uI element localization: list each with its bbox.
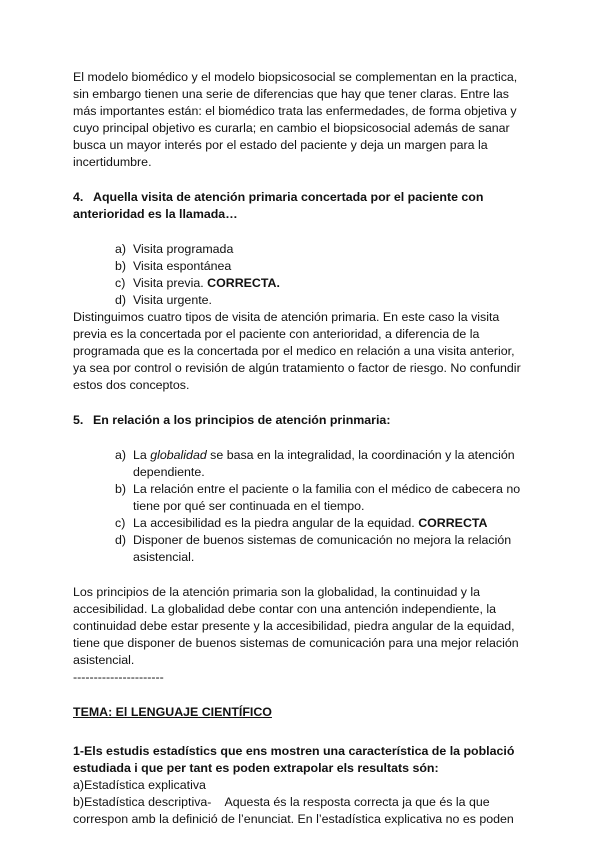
spacer — [73, 686, 528, 704]
option-text-pre: La — [133, 448, 151, 462]
option-letter: a) — [115, 242, 127, 256]
option-text: se basa en la integralidad, la coordinación y la atención dependiente. — [133, 448, 515, 479]
option-5c — [115, 515, 528, 532]
spacer — [73, 429, 528, 447]
question-5-number: 5. — [73, 413, 84, 427]
question-4 — [73, 189, 528, 223]
option-letter: b) — [115, 259, 127, 273]
question-4-explanation: Distinguimos cuatro tipos de visita de atención primaria. En este caso la visita previa es la concertada por el paciente con anterioridad, a diferencia de la programada que es la concertada por el medico en relación a una visita anterior, ya sea por control o revisión de algún tratamiento o factor de riesgo. No confundir estos dos conceptos. — [73, 310, 521, 392]
option-text: Disponer de buenos sistemas de comunicación no mejora la relación asistencial. — [133, 533, 512, 564]
question-1-option-a: a)Estadística explicativa — [73, 778, 206, 792]
option-4d — [115, 292, 528, 309]
option-text: La accesibilidad es la piedra angular de la equidad. — [133, 516, 415, 530]
option-letter: d) — [115, 293, 127, 307]
option-text: La relación entre el paciente o la familia con el médico de cabecera no tiene por qué ser continuada en el tiempo. — [133, 482, 521, 513]
option-letter: d) — [115, 533, 127, 547]
option-4c — [115, 275, 528, 292]
correct-mark: CORRECTA. — [207, 276, 280, 290]
spacer — [73, 223, 528, 241]
spacer — [73, 394, 528, 412]
option-letter: b) — [115, 482, 127, 496]
question-5-text: En relación a los principios de atención prinmaria: — [93, 413, 391, 427]
question-4-text: Aquella visita de atención primaria concertada por el paciente con anterioridad es la llamada… — [73, 190, 484, 221]
question-5-options — [73, 447, 528, 566]
document-body — [73, 69, 528, 828]
option-5a — [115, 447, 528, 481]
question-5 — [73, 412, 528, 429]
section-title: TEMA: El LENGUAJE CIENTÍFICO — [73, 705, 272, 719]
question-4-number: 4. — [73, 190, 84, 204]
spacer — [73, 171, 528, 189]
option-text: Visita previa. — [133, 276, 204, 290]
option-text: Visita programada — [133, 242, 234, 256]
question-1-option-b: b)Estadística descriptiva- Aquesta és la resposta correcta ja que és la que correspon amb la definició de l’enunciat. En l’estadística explicativa no es poden — [73, 795, 514, 826]
question-4-options — [73, 241, 528, 309]
option-letter: c) — [115, 276, 126, 290]
option-4a — [115, 241, 528, 258]
separator-line: ---------------------- — [73, 670, 164, 684]
option-italic-term: globalidad — [150, 448, 207, 462]
option-text: Visita espontánea — [133, 259, 232, 273]
spacer — [73, 566, 528, 584]
question-5-explanation: Los principios de la atención primaria son la globalidad, la continuidad y la accesibilidad. La globalidad debe contar con una antención independiente, la continuidad debe estar presente y la accesibilidad, piedra angular de la equidad, tiene que disponer de buenos sistemas de comunicación para una mejor relación asistencial. — [73, 585, 519, 667]
option-4b — [115, 258, 528, 275]
spacer — [73, 721, 528, 743]
option-letter: c) — [115, 516, 126, 530]
intro-paragraph: El modelo biomédico y el modelo biopsicosocial se complementan en la practica, sin embargo tienen una serie de diferencias que hay que tener claras. Entre las más importantes están: el biomédico trata las enfermedades, de forma objetiva y cuyo principal objetivo es curarla; en cambio el biopsicosocial además de sanar busca un mayor interés por el estado del paciente y deja un margen para la incertidumbre. — [73, 70, 518, 169]
correct-mark: CORRECTA — [418, 516, 488, 530]
option-5d — [115, 532, 528, 566]
option-text: Visita urgente. — [133, 293, 212, 307]
question-1-catalan: 1-Els estudis estadístics que ens mostren una característica de la població estudiada i que per tant es poden extrapolar els resultats són: — [73, 744, 515, 775]
option-5b — [115, 481, 528, 515]
option-letter: a) — [115, 448, 127, 462]
